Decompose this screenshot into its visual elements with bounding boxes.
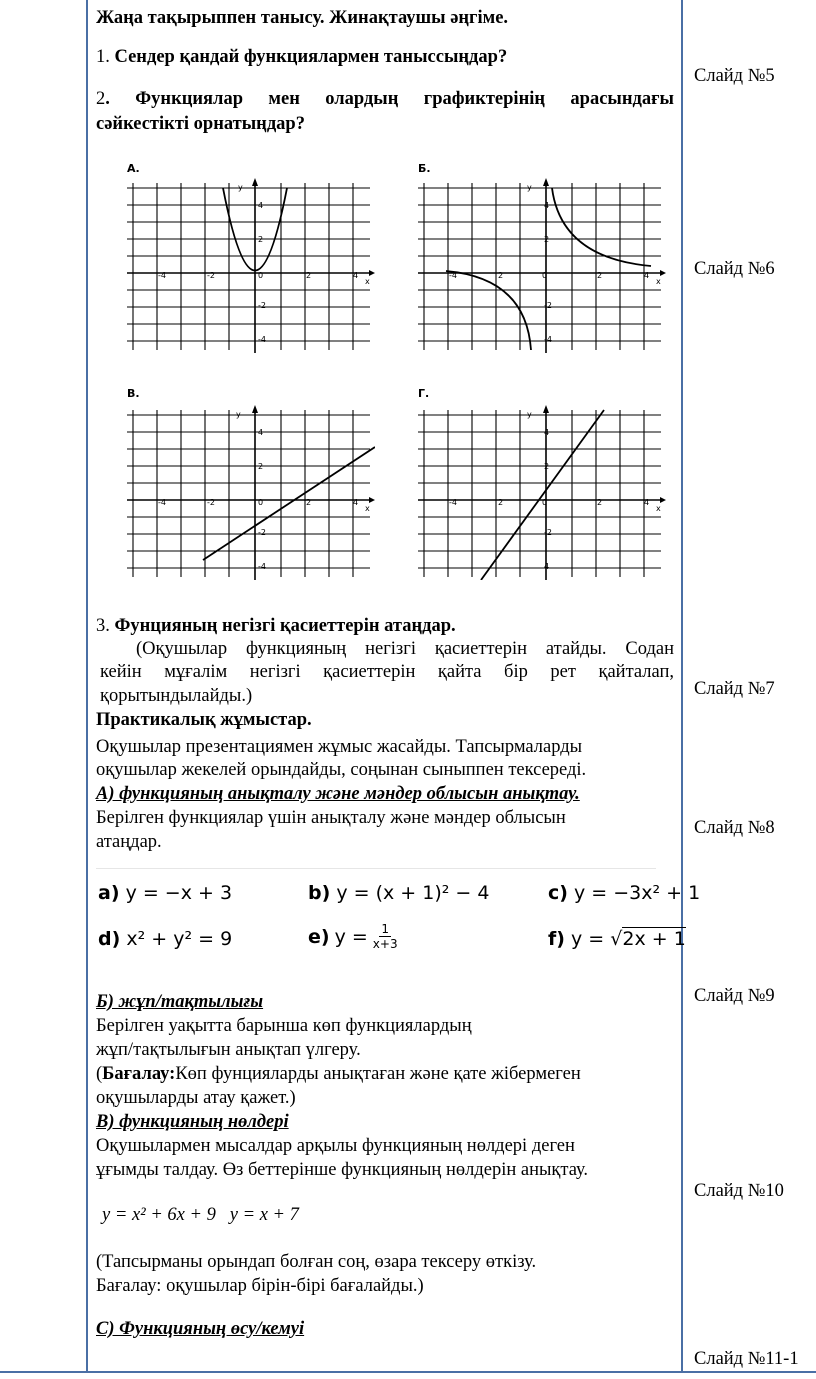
formula-e: [308, 922, 398, 951]
question-2-number: 2: [96, 89, 106, 109]
question-3: [96, 614, 456, 638]
section-a-heading: А) функцияның анықталу және мәндер облысын анықтау.: [96, 784, 580, 804]
graph-g-y-label: y: [527, 410, 532, 419]
section-heading: Жаңа тақырыппен танысу. Жинақтаушы әңгіме.: [96, 8, 509, 28]
graph-v-tick: 2: [306, 498, 312, 507]
graph-g-line: [481, 410, 604, 580]
section-v-line-2: ұғымды талдау. Өз беттерінше функцияның нөлдерін анықтау.: [96, 1160, 589, 1180]
question-1-number: 1.: [96, 47, 110, 67]
graph-v-tick: -4: [258, 562, 266, 571]
graph-b-tick: 2: [498, 271, 504, 280]
sqrt-symbol: √: [610, 928, 623, 950]
graph-g-tick: 2: [498, 498, 504, 507]
question-2-text: . Функциялар мен олардың графиктерінің арасындағы: [105, 89, 674, 109]
graph-a-tick: -2: [207, 271, 215, 280]
section-a-line-1: Берілген функциялар үшін анықталу және мәндер облысын: [96, 808, 566, 828]
graph-a-tick: 4: [258, 201, 264, 210]
graph-b-label: Б.: [418, 162, 431, 175]
table-border-left: [86, 0, 88, 1371]
graph-b-curve-left: [446, 271, 531, 350]
graph-v-tick: 4: [353, 498, 359, 507]
slide-ref-9: Слайд №9: [694, 986, 775, 1006]
question-3-para-line-3: қорытындылайды.): [100, 686, 253, 706]
section-b-line-2: жұп/тақтылығын анықтап үлгеру.: [96, 1040, 361, 1060]
graph-a-tick: -4: [258, 335, 266, 344]
graph-g-tick: 0: [542, 498, 548, 507]
graph-b-tick: 2: [597, 271, 603, 280]
question-1-text: Сендер қандай функциялармен таныссыңдар?: [114, 47, 508, 67]
graph-g-tick: 2: [597, 498, 603, 507]
slide-ref-11: Слайд №11-1: [694, 1349, 799, 1369]
question-3-number: 3.: [96, 616, 110, 636]
graph-v-tick: 2: [258, 462, 264, 471]
formula-e-numerator: 1: [381, 922, 390, 936]
graph-a: [125, 178, 375, 353]
graph-a-y-label: y: [238, 183, 243, 192]
graph-g-grid: [418, 410, 661, 577]
graph-b-tick: 2: [544, 235, 550, 244]
equations-line: y = x² + 6x + 9 y = x + 7: [102, 1205, 299, 1225]
question-2-line-1: [96, 87, 674, 111]
graph-v-x-label: x: [365, 504, 370, 513]
formula-c: [548, 882, 700, 904]
graph-g-axes: [418, 409, 664, 580]
question-3-para-line-1: (Оқушылар функцияның негізгі қасиеттерін атайды. Содан: [136, 639, 674, 659]
graph-b-grid: [418, 183, 661, 350]
slide-ref-5: Слайд №5: [694, 66, 775, 86]
graph-g: [416, 405, 666, 580]
section-b-line-3: (Бағалау:Көп фунцияларды анықтаған және қате жібермеген: [96, 1064, 581, 1084]
graph-b-axes: [418, 182, 664, 353]
graph-g-tick: 2: [544, 462, 550, 471]
formula-e-prefix: y =: [334, 925, 368, 948]
section-b-heading: Б) жұп/тақтылығы: [96, 992, 264, 1012]
graph-b-tick: 4: [644, 271, 650, 280]
graph-g-tick: 4: [544, 428, 550, 437]
check-line-2: Бағалау: оқушылар бірін-бірі бағалайды.): [96, 1276, 424, 1296]
graph-v-y-label: y: [236, 410, 241, 419]
question-2-line-2: сәйкестікті орнатыңдар?: [96, 114, 305, 134]
graph-b-curve-right: [552, 188, 651, 266]
graph-g-tick: 4: [644, 498, 650, 507]
section-v-heading: В) функцияның нөлдері: [96, 1112, 289, 1132]
graph-b: [416, 178, 666, 353]
graph-v-axes: [127, 409, 373, 580]
graph-a-tick: 4: [353, 271, 359, 280]
practical-heading: Практикалық жұмыстар.: [96, 710, 312, 730]
slide-ref-6: Слайд №6: [694, 259, 775, 279]
graph-b-tick: -4: [544, 335, 552, 344]
formula-a: [98, 882, 232, 904]
check-line-1: (Тапсырманы орындап болған соң, өзара тексеру өткізу.: [96, 1252, 537, 1272]
formula-f-label: f): [548, 928, 565, 950]
slide-ref-7: Слайд №7: [694, 679, 775, 699]
slide-ref-8: Слайд №8: [694, 818, 775, 838]
formula-d-expr: x² + y² = 9: [126, 928, 233, 950]
assessment-label: Бағалау:: [102, 1064, 176, 1084]
graph-a-label: А.: [127, 162, 140, 175]
graph-b-y-label: y: [527, 183, 532, 192]
formula-a-expr: y = −x + 3: [125, 882, 233, 904]
formula-f: [548, 928, 686, 950]
graph-b-tick: 0: [542, 271, 548, 280]
graph-a-tick: 2: [306, 271, 312, 280]
graph-b-x-label: x: [656, 277, 661, 286]
formula-f-radicand: 2x + 1: [622, 928, 686, 950]
slide-ref-10: Слайд №10: [694, 1181, 784, 1201]
section-b-line-1: Берілген уақытта барынша көп функциялардың: [96, 1016, 472, 1036]
graph-g-label: Г.: [418, 387, 430, 400]
graph-a-tick: -2: [258, 301, 266, 310]
graph-a-x-label: x: [365, 277, 370, 286]
formula-c-expr: y = −3x² + 1: [574, 882, 701, 904]
graph-v-tick: -2: [207, 498, 215, 507]
section-c-heading: С) Функцияның өсу/кемуі: [96, 1319, 305, 1339]
table-border-bottom: [0, 1371, 816, 1373]
formula-d-label: d): [98, 928, 121, 950]
question-3-para-line-2: кейін мұғалім негізгі қасиеттерін қайта бір рет қайталап,: [100, 662, 674, 682]
formula-e-denominator: x+3: [372, 937, 398, 951]
formula-b: [308, 882, 489, 904]
graph-v-tick: -2: [258, 528, 266, 537]
formula-e-label: e): [308, 925, 330, 948]
graph-b-tick: -4: [449, 271, 457, 280]
graph-b-tick: 4: [544, 201, 550, 210]
graph-g-tick: -4: [449, 498, 457, 507]
graph-v-tick: 4: [258, 428, 264, 437]
graph-g-tick: 4: [544, 562, 550, 571]
graph-v-grid: [127, 410, 370, 577]
graph-g-tick: -2: [544, 528, 552, 537]
practical-line-2: оқушылар жекелей орындайды, соңынан сыныппен тексереді.: [96, 760, 587, 780]
formulas-separator: [96, 868, 656, 869]
section-b-line-4: оқушыларды атау қажет.): [96, 1088, 296, 1108]
table-border-middle: [681, 0, 683, 1371]
formula-a-label: a): [98, 882, 120, 904]
graph-v-tick: -4: [158, 498, 166, 507]
graph-g-x-label: x: [656, 504, 661, 513]
formula-f-prefix: y =: [571, 928, 605, 950]
section-a-line-2: атаңдар.: [96, 832, 162, 852]
graph-a-tick: 0: [258, 271, 264, 280]
graph-a-tick: 2: [258, 235, 264, 244]
formula-c-label: c): [548, 882, 568, 904]
graph-b-tick: -2: [544, 301, 552, 310]
section-v-line-1: Оқушылармен мысалдар арқылы функцияның нөлдері деген: [96, 1136, 575, 1156]
question-3-text: Фунцияның негізгі қасиеттерін атаңдар.: [114, 616, 456, 636]
formula-b-expr: y = (x + 1)² − 4: [336, 882, 490, 904]
formula-b-label: b): [308, 882, 331, 904]
question-1: [96, 45, 507, 69]
graph-a-tick: -4: [158, 271, 166, 280]
section-b-line-3-text: Көп фунцияларды анықтаған және қате жібермеген: [175, 1064, 581, 1084]
graph-v-label: В.: [127, 387, 140, 400]
graph-v-tick: 0: [258, 498, 264, 507]
practical-line-1: Оқушылар презентациямен жұмыс жасайды. Тапсырмаларды: [96, 737, 583, 757]
graph-v: [125, 405, 375, 580]
formula-d: [98, 928, 232, 950]
